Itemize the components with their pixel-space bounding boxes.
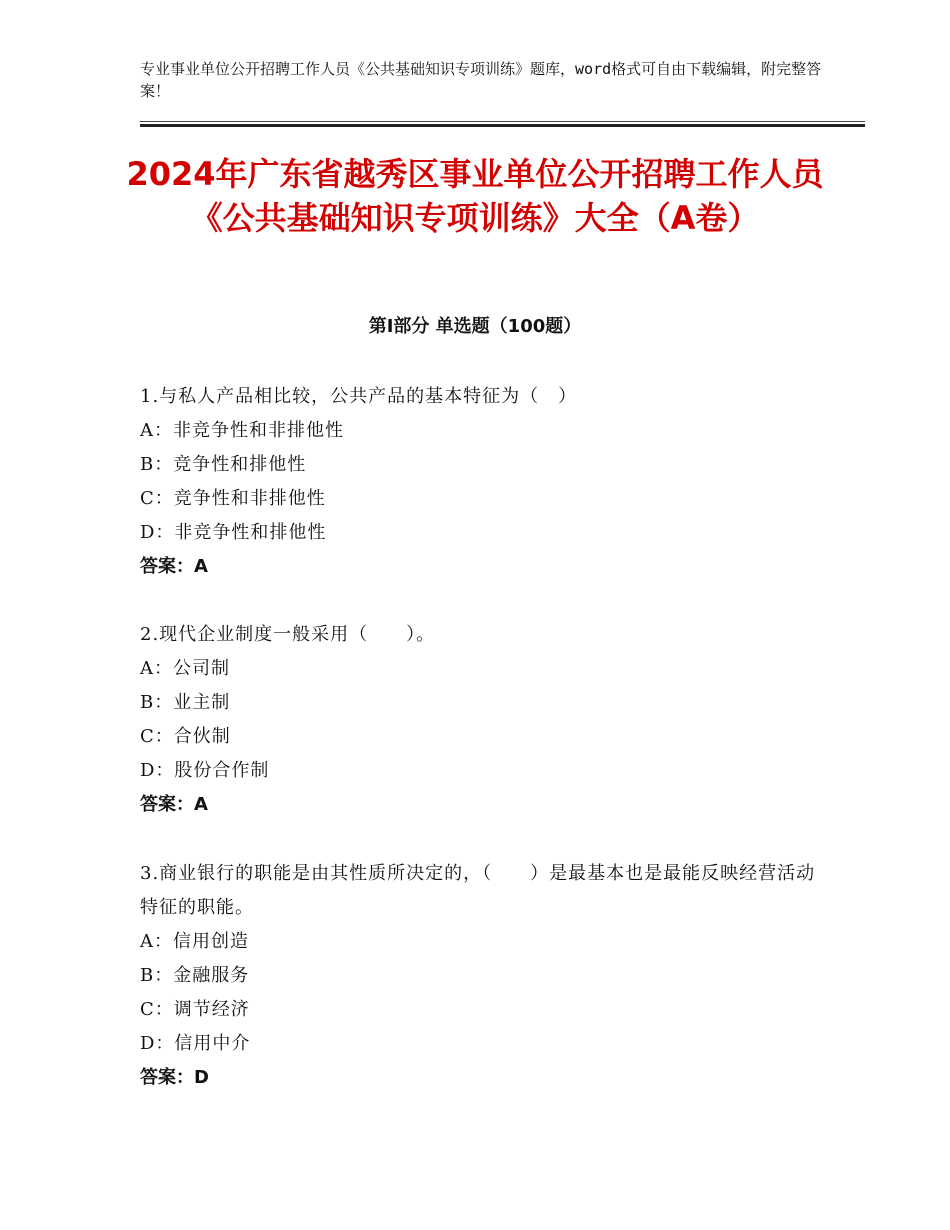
header-rule-top xyxy=(140,121,865,122)
answer-label: 答案： xyxy=(140,556,194,577)
header-note: 专业事业单位公开招聘工作人员《公共基础知识专项训练》题库，word格式可自由下载编辑，附完整答案！ xyxy=(140,60,822,100)
option-a: A：非竞争性和非排他性 xyxy=(140,420,344,441)
option-b: B：竞争性和排他性 xyxy=(140,454,307,475)
answer-line xyxy=(140,1061,820,1095)
option-d: D：非竞争性和排他性 xyxy=(140,522,327,543)
option-d: D：信用中介 xyxy=(140,1033,251,1054)
answer-value: D xyxy=(194,1067,209,1088)
answer-line xyxy=(140,550,820,584)
section-heading: 第Ⅰ部分 单选题（100题） xyxy=(368,316,582,337)
header-rule-bottom xyxy=(140,124,865,127)
answer-line xyxy=(140,788,820,822)
option-d: D：股份合作制 xyxy=(140,760,270,781)
question-stem: 2.现代企业制度一般采用（ ）。 xyxy=(140,624,436,645)
question-3 xyxy=(140,857,820,1095)
option-c: C：调节经济 xyxy=(140,999,250,1020)
answer-label: 答案： xyxy=(140,794,194,815)
option-c: C：合伙制 xyxy=(140,726,231,747)
document-title: 2024年广东省越秀区事业单位公开招聘工作人员《公共基础知识专项训练》大全（A卷） xyxy=(126,155,824,237)
question-stem: 1.与私人产品相比较，公共产品的基本特征为（ ） xyxy=(140,386,578,407)
answer-value: A xyxy=(194,556,208,577)
question-2 xyxy=(140,618,820,822)
option-c: C：竞争性和非排他性 xyxy=(140,488,326,509)
option-a: A：公司制 xyxy=(140,658,230,679)
answer-label: 答案： xyxy=(140,1067,194,1088)
option-b: B：金融服务 xyxy=(140,965,250,986)
option-a: A：信用创造 xyxy=(140,931,249,952)
question-1 xyxy=(140,380,820,584)
answer-value: A xyxy=(194,794,208,815)
option-b: B：业主制 xyxy=(140,692,231,713)
question-stem: 3.商业银行的职能是由其性质所决定的，（ ）是最基本也是最能反映经营活动特征的职能。 xyxy=(140,863,816,918)
